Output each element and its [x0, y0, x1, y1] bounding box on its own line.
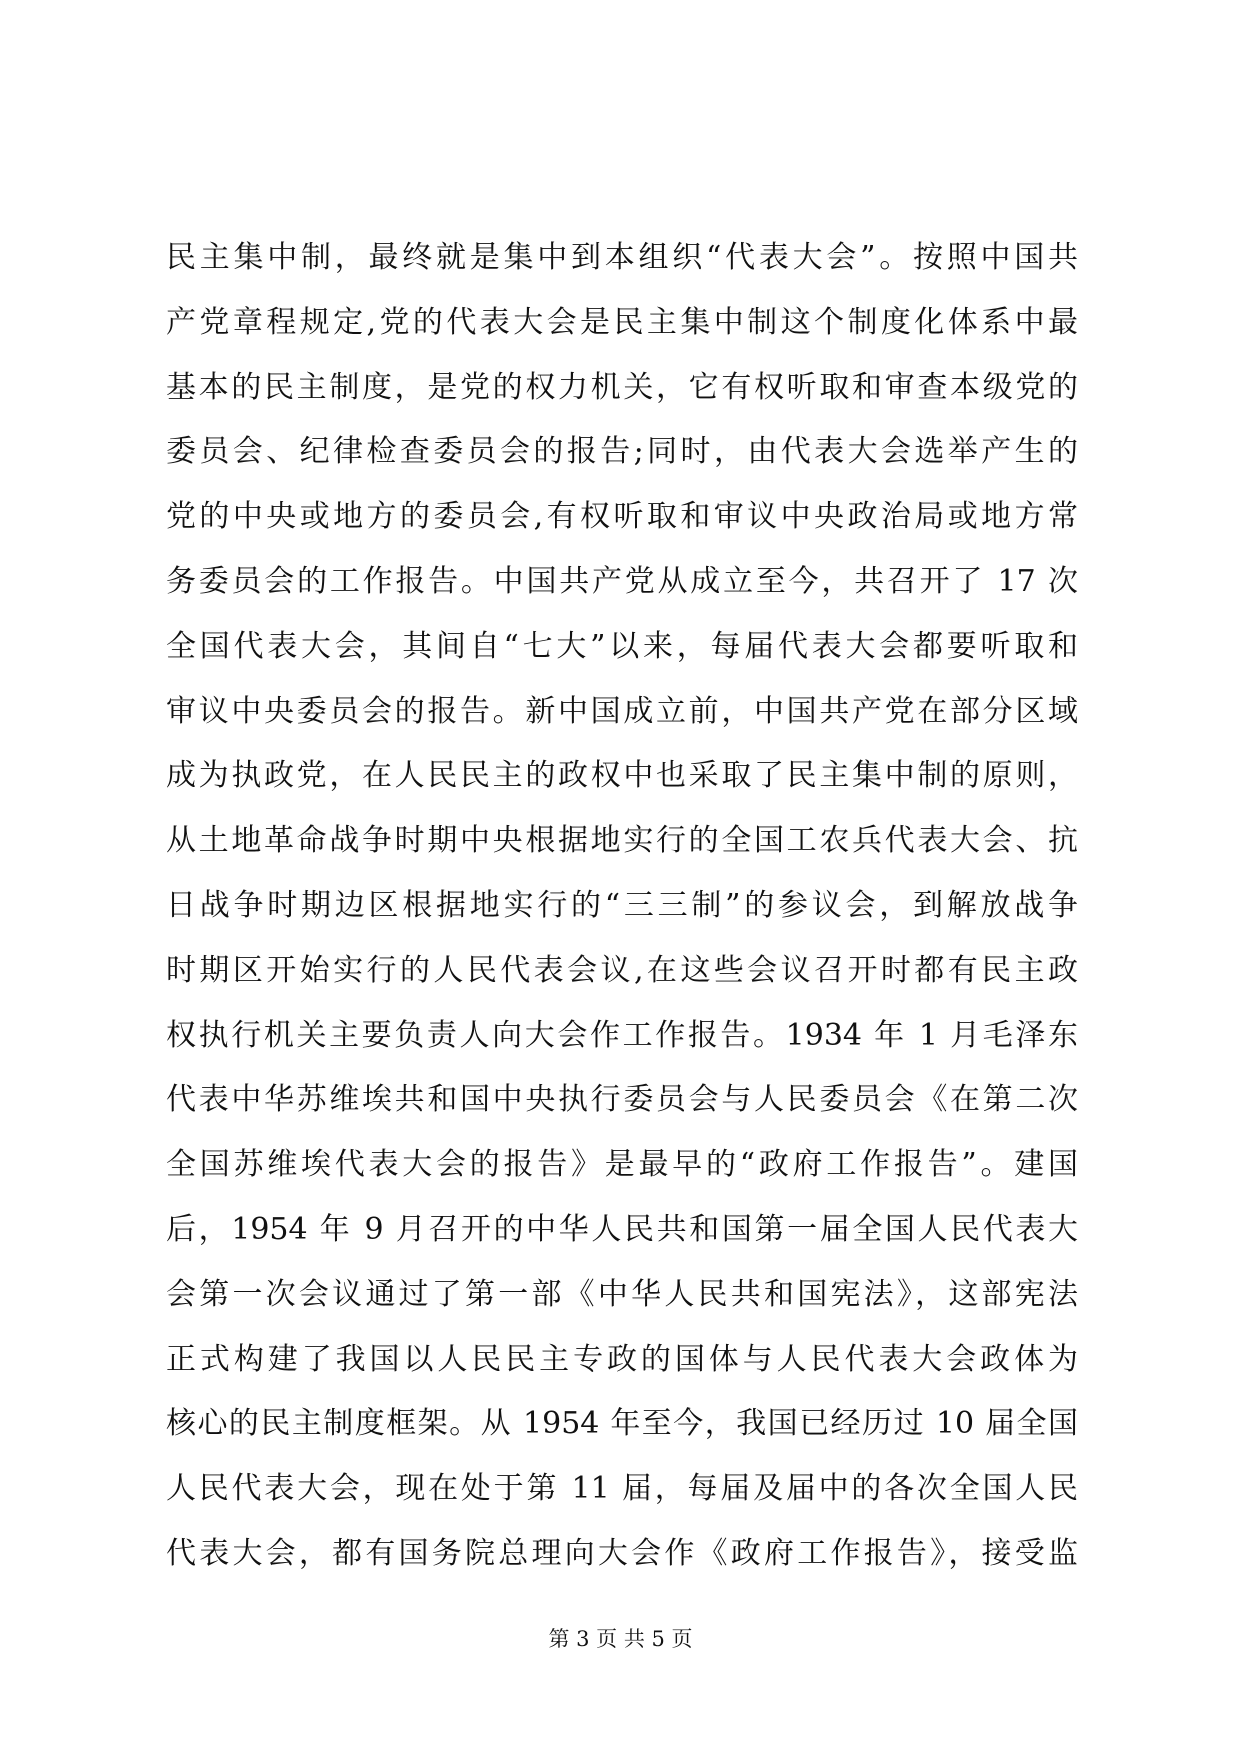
text-line: 权执行机关主要负责人向大会作工作报告。1934 年 1 月毛泽东 — [166, 1017, 1078, 1053]
text-line: 审议中央委员会的报告。新中国成立前，中国共产党在部分区域 — [166, 693, 1078, 729]
text-line: 成为执政党，在人民民主的政权中也采取了民主集中制的原则， — [166, 758, 1078, 794]
text-line: 核心的民主制度框架。从 1954 年至今，我国已经历过 10 届全国 — [166, 1406, 1078, 1442]
text-line: 委员会、纪律检查委员会的报告;同时，由代表大会选举产生的 — [166, 434, 1078, 470]
text-line: 日战争时期边区根据地实行的“三三制”的参议会，到解放战争 — [166, 887, 1078, 923]
text-line: 人民代表大会，现在处于第 11 届，每届及届中的各次全国人民 — [166, 1471, 1078, 1507]
body-text — [166, 226, 1078, 1587]
text-line: 务委员会的工作报告。中国共产党从成立至今，共召开了 17 次 — [166, 563, 1078, 599]
text-line: 从土地革命战争时期中央根据地实行的全国工农兵代表大会、抗 — [166, 823, 1078, 859]
text-line: 产党章程规定,党的代表大会是民主集中制这个制度化体系中最 — [166, 304, 1078, 340]
text-line: 代表大会，都有国务院总理向大会作《政府工作报告》，接受监 — [166, 1535, 1078, 1571]
text-line: 后，1954 年 9 月召开的中华人民共和国第一届全国人民代表大 — [166, 1211, 1078, 1247]
text-line: 基本的民主制度，是党的权力机关，它有权听取和审查本级党的 — [166, 369, 1078, 405]
text-line: 全国代表大会，其间自“七大”以来，每届代表大会都要听取和 — [166, 628, 1078, 664]
text-line: 正式构建了我国以人民民主专政的国体与人民代表大会政体为 — [166, 1341, 1078, 1377]
text-line: 党的中央或地方的委员会,有权听取和审议中央政治局或地方常 — [166, 499, 1078, 535]
text-line: 民主集中制，最终就是集中到本组织“代表大会”。按照中国共 — [166, 240, 1078, 275]
text-line: 全国苏维埃代表大会的报告》是最早的“政府工作报告”。建国 — [166, 1147, 1078, 1183]
text-line: 代表中华苏维埃共和国中央执行委员会与人民委员会《在第二次 — [166, 1082, 1078, 1118]
text-line: 时期区开始实行的人民代表会议,在这些会议召开时都有民主政 — [166, 952, 1078, 988]
page-number-footer: 第 3 页 共 5 页 — [548, 1627, 693, 1651]
text-line: 会第一次会议通过了第一部《中华人民共和国宪法》，这部宪法 — [166, 1276, 1078, 1312]
